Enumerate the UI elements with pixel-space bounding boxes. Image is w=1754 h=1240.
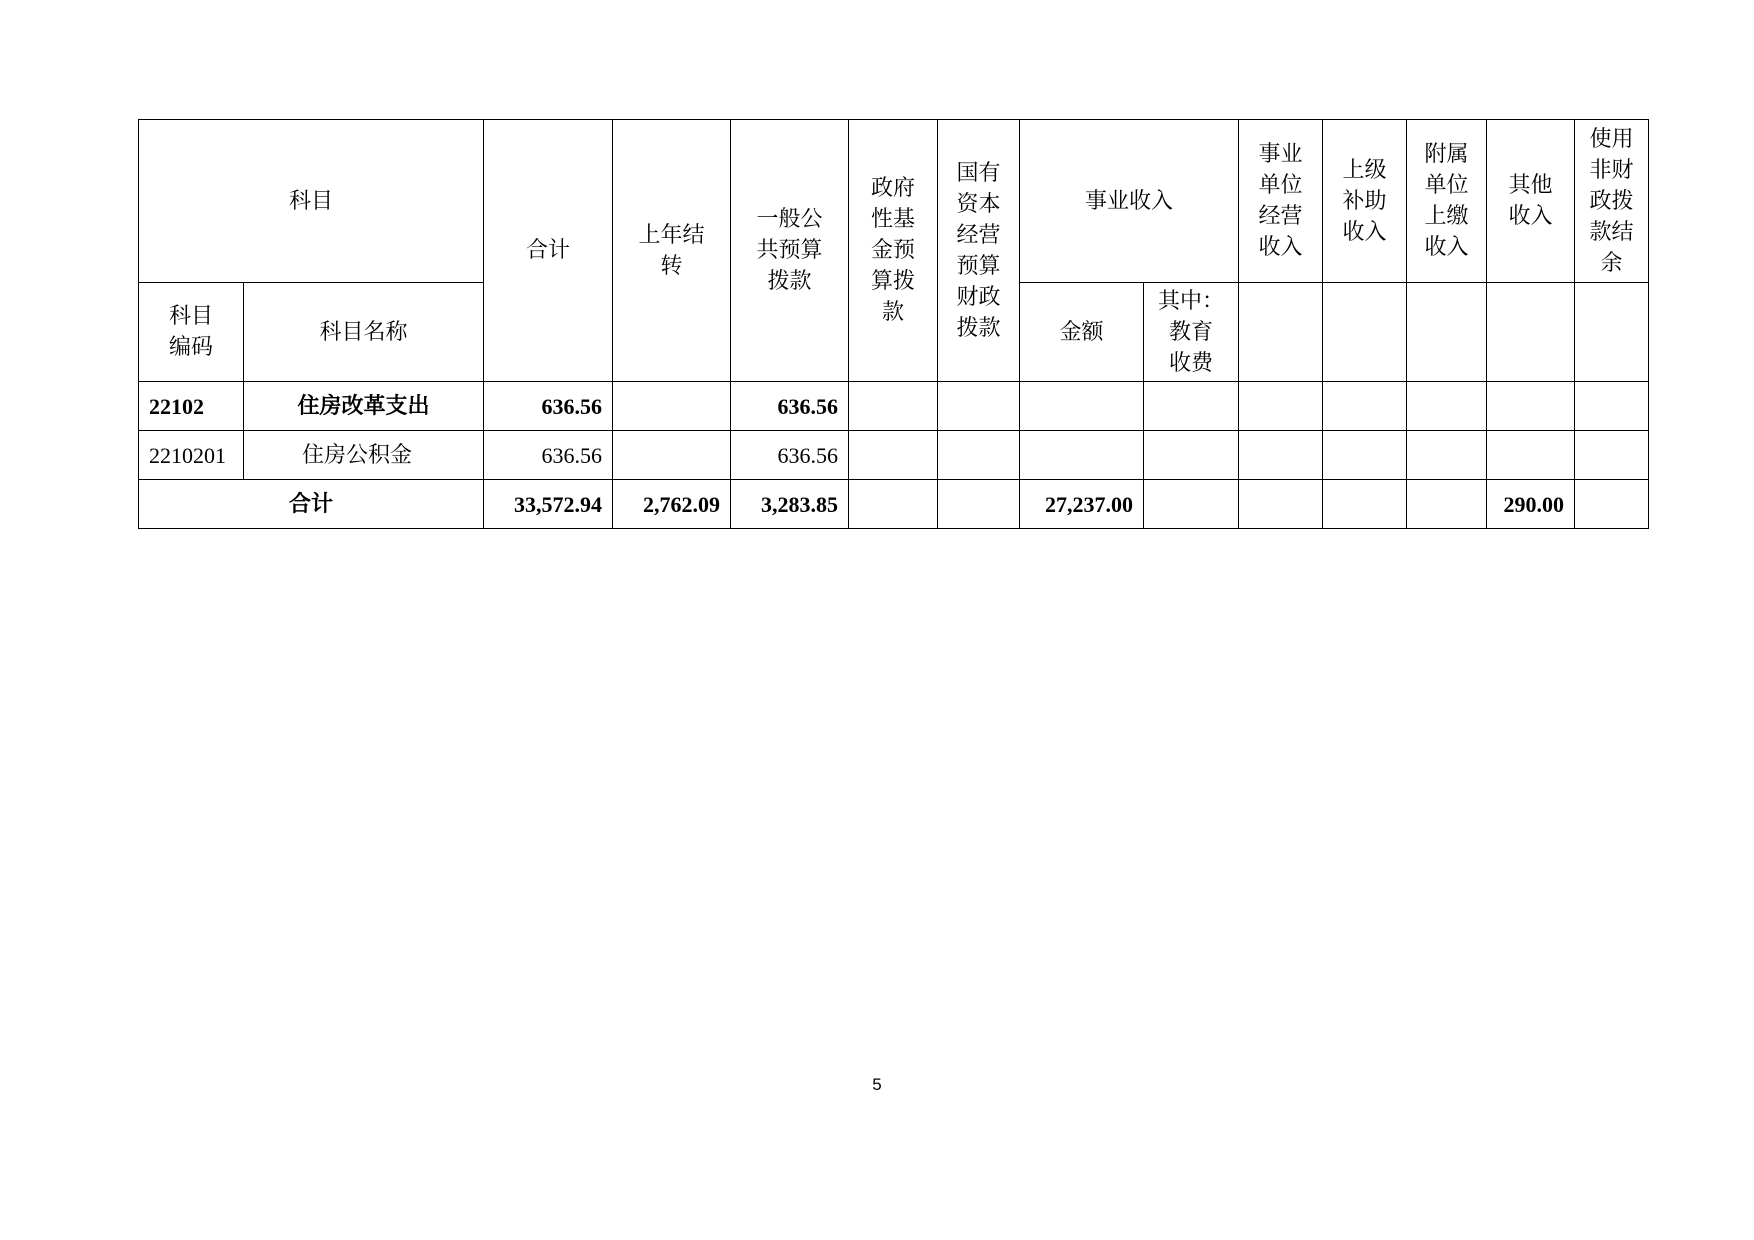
operating-income-cell <box>1239 382 1323 431</box>
totals-other-income-cell: 290.00 <box>1487 480 1575 529</box>
totals-edu-fee-cell <box>1144 480 1239 529</box>
gov-fund-cell <box>849 431 938 480</box>
header-operating-income: 事业 单位 经营 收入 <box>1239 120 1323 283</box>
general-budget-cell: 636.56 <box>731 431 849 480</box>
totals-operating-income-cell <box>1239 480 1323 529</box>
header-subject-name: 科目名称 <box>244 283 484 382</box>
table-row <box>139 382 1649 431</box>
subject-code-cell: 22102 <box>139 382 244 431</box>
edu-fee-cell <box>1144 431 1239 480</box>
totals-state-capital-cell <box>938 480 1020 529</box>
header-other-income: 其他 收入 <box>1487 120 1575 283</box>
other-income-cell <box>1487 431 1575 480</box>
header-general-budget: 一般公 共预算 拨款 <box>731 120 849 382</box>
superior-subsidy-cell <box>1323 431 1407 480</box>
edu-fee-cell <box>1144 382 1239 431</box>
budget-table <box>138 119 1649 529</box>
header-non-fiscal-balance: 使用 非财 政拨 款结 余 <box>1575 120 1649 283</box>
header-empty-cell <box>1407 283 1487 382</box>
header-affiliated-income: 附属 单位 上缴 收入 <box>1407 120 1487 283</box>
totals-general-budget-cell: 3,283.85 <box>731 480 849 529</box>
other-income-cell <box>1487 382 1575 431</box>
header-empty-cell <box>1575 283 1649 382</box>
operating-income-cell <box>1239 431 1323 480</box>
totals-gov-fund-cell <box>849 480 938 529</box>
header-subject-code: 科目 编码 <box>139 283 244 382</box>
totals-superior-subsidy-cell <box>1323 480 1407 529</box>
total-cell: 636.56 <box>484 382 613 431</box>
non-fiscal-balance-cell <box>1575 431 1649 480</box>
header-gov-fund: 政府 性基 金预 算拨 款 <box>849 120 938 382</box>
header-subject: 科目 <box>139 120 484 283</box>
totals-amount-cell: 27,237.00 <box>1020 480 1144 529</box>
affiliated-income-cell <box>1407 431 1487 480</box>
totals-affiliated-income-cell <box>1407 480 1487 529</box>
amount-cell <box>1020 382 1144 431</box>
prev-carryover-cell <box>613 382 731 431</box>
state-capital-cell <box>938 382 1020 431</box>
page-number: 5 <box>872 1075 882 1094</box>
gov-fund-cell <box>849 382 938 431</box>
header-amount: 金额 <box>1020 283 1144 382</box>
prev-carryover-cell <box>613 431 731 480</box>
state-capital-cell <box>938 431 1020 480</box>
header-empty-cell <box>1323 283 1407 382</box>
totals-label: 合计 <box>139 480 484 529</box>
header-of-which-edu: 其中： 教育 收费 <box>1144 283 1239 382</box>
header-state-capital: 国有 资本 经营 预算 财政 拨款 <box>938 120 1020 382</box>
header-business-income: 事业收入 <box>1020 120 1239 283</box>
header-total: 合计 <box>484 120 613 382</box>
affiliated-income-cell <box>1407 382 1487 431</box>
header-prev-carryover: 上年结 转 <box>613 120 731 382</box>
header-empty-cell <box>1487 283 1575 382</box>
header-empty-cell <box>1239 283 1323 382</box>
non-fiscal-balance-cell <box>1575 382 1649 431</box>
subject-name-cell: 住房改革支出 <box>244 382 484 431</box>
totals-prev-carryover-cell: 2,762.09 <box>613 480 731 529</box>
total-cell: 636.56 <box>484 431 613 480</box>
amount-cell <box>1020 431 1144 480</box>
superior-subsidy-cell <box>1323 382 1407 431</box>
header-row-1 <box>139 120 1649 283</box>
totals-non-fiscal-balance-cell <box>1575 480 1649 529</box>
table-row <box>139 431 1649 480</box>
subject-code-cell: 2210201 <box>139 431 244 480</box>
subject-name-cell: 住房公积金 <box>244 431 484 480</box>
header-superior-subsidy: 上级 补助 收入 <box>1323 120 1407 283</box>
totals-total-cell: 33,572.94 <box>484 480 613 529</box>
totals-row <box>139 480 1649 529</box>
general-budget-cell: 636.56 <box>731 382 849 431</box>
